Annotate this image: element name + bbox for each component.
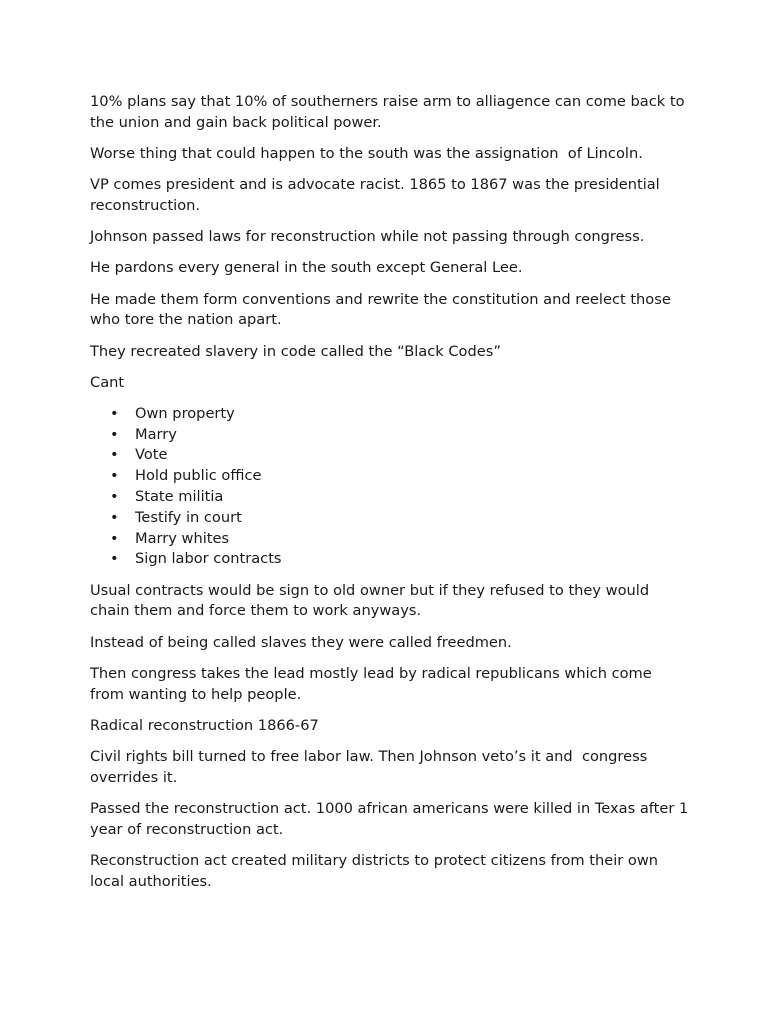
list-item-text: Own property	[135, 404, 235, 422]
list-item	[90, 466, 690, 487]
bullet-icon: •	[110, 467, 119, 485]
paragraph-ten-percent-plan: 10% plans say that 10% of southerners raise arm to alliagence can come back to the union and gain back political power.	[90, 93, 690, 131]
paragraph-freedmen: Instead of being called slaves they were called freedmen.	[90, 633, 512, 651]
paragraph-usual-contracts: Usual contracts would be sign to old owner but if they refused to they would chain them and force them to work anyways.	[90, 581, 654, 620]
paragraph-cant: Cant	[90, 373, 125, 391]
list-item-text: Sign labor contracts	[135, 550, 282, 568]
document-page	[90, 92, 693, 903]
paragraph-radical-reconstruction: Radical reconstruction 1866-67	[90, 716, 319, 734]
bullet-icon: •	[110, 488, 119, 506]
paragraph-conventions: He made them form conventions and rewrite the constitution and reelect those who tore the nation apart.	[90, 290, 676, 329]
paragraph-lincoln-assassination: Worse thing that could happen to the south was the assignation of Lincoln.	[90, 144, 643, 162]
list-item-text: Marry	[135, 425, 177, 443]
paragraph-johnson-laws: Johnson passed laws for reconstruction while not passing through congress.	[90, 228, 645, 246]
list-item	[90, 508, 690, 529]
list-item-text: Marry whites	[135, 529, 230, 547]
bullet-icon: •	[110, 404, 119, 422]
paragraph-vp-president: VP comes president and is advocate racist. 1865 to 1867 was the presidential reconstruction.	[90, 176, 665, 214]
bullet-icon: •	[110, 425, 119, 443]
bullet-icon: •	[110, 446, 119, 464]
paragraph-reconstruction-act: Passed the reconstruction act. 1000 african americans were killed in Texas after 1 year of reconstruction act.	[90, 799, 693, 838]
list-item-text: Hold public office	[135, 467, 262, 485]
bullet-list	[90, 404, 690, 570]
list-item-text: State militia	[135, 488, 224, 506]
bullet-icon: •	[110, 529, 119, 547]
list-item-text: Testify in court	[135, 508, 242, 526]
list-item	[90, 487, 690, 508]
paragraph-military-districts: Reconstruction act created military districts to protect citizens from their own local authorities.	[90, 851, 663, 890]
paragraph-pardons: He pardons every general in the south except General Lee.	[90, 259, 523, 277]
list-item	[90, 425, 690, 446]
bullet-icon: •	[110, 550, 119, 568]
paragraph-black-codes: They recreated slavery in code called the “Black Codes”	[90, 342, 501, 360]
list-item	[90, 404, 690, 425]
list-item	[90, 529, 690, 550]
list-item	[90, 549, 690, 570]
bullet-icon: •	[110, 508, 119, 526]
paragraph-congress-lead: Then congress takes the lead mostly lead by radical republicans which come from wanting to help people.	[90, 664, 657, 703]
paragraph-civil-rights-bill: Civil rights bill turned to free labor law. Then Johnson veto’s it and congress overrides it.	[90, 748, 652, 786]
list-item	[90, 445, 690, 466]
list-item-text: Vote	[135, 446, 168, 464]
